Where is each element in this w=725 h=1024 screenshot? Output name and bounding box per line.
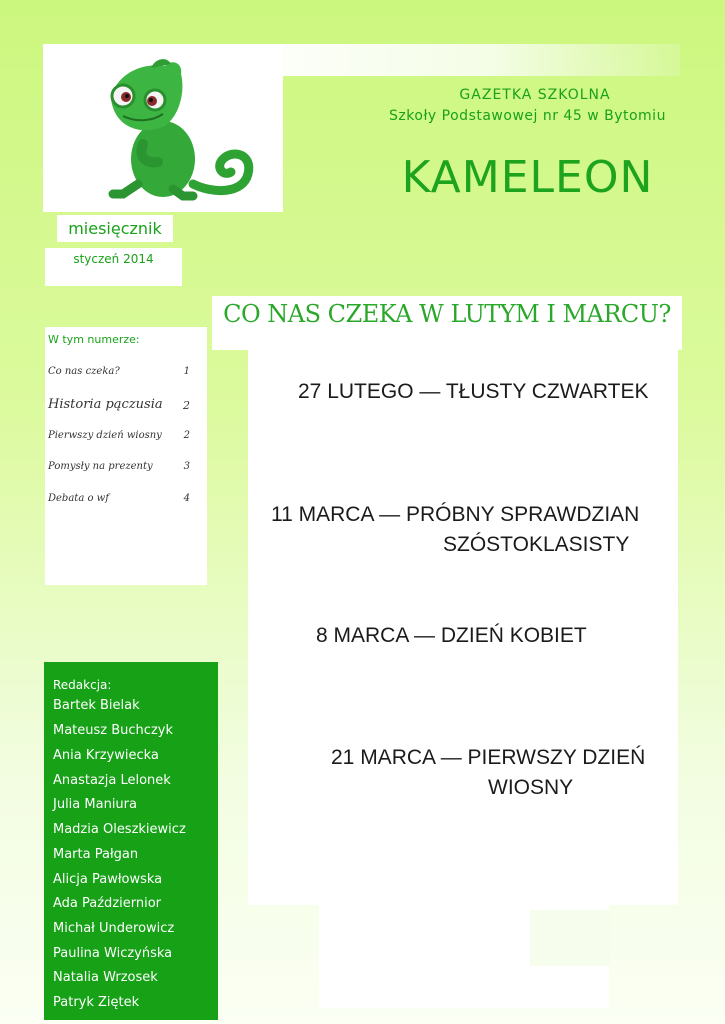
event-line: 21 MARCA — PIERWSZY DZIEŃ bbox=[331, 746, 646, 769]
toc-item-title: Debata o wf bbox=[48, 493, 109, 504]
event-line: SZÓSTOKLASISTY bbox=[443, 533, 630, 556]
header-subtitle: Szkoły Podstawowej nr 45 w Bytomiu bbox=[389, 108, 666, 124]
event-line: 8 MARCA — DZIEŃ KOBIET bbox=[316, 624, 587, 647]
masthead-title: KAMELEON bbox=[401, 152, 654, 203]
editor-name: Natalia Wrzosek bbox=[53, 970, 158, 985]
editor-name: Julia Maniura bbox=[53, 797, 137, 812]
toc-item-page: 4 bbox=[183, 493, 190, 504]
editor-name: Madzia Oleszkiewicz bbox=[53, 822, 186, 837]
editors-label: Redakcja: bbox=[53, 678, 112, 692]
toc-item-page: 1 bbox=[183, 366, 190, 377]
issue-date: styczeń 2014 bbox=[73, 252, 154, 266]
toc-item-page: 3 bbox=[183, 461, 190, 472]
event-line: 27 LUTEGO — TŁUSTY CZWARTEK bbox=[298, 380, 649, 403]
editors-panel bbox=[44, 662, 218, 1020]
toc-item-title: Pomysły na prezenty bbox=[48, 461, 153, 472]
toc-item-page: 2 bbox=[183, 399, 190, 412]
header-title: GAZETKA SZKOLNA bbox=[459, 87, 611, 103]
toc-item[interactable] bbox=[48, 397, 190, 412]
toc-item-page: 2 bbox=[183, 430, 190, 441]
chameleon-icon bbox=[43, 44, 283, 212]
editor-name: Anastazja Lelonek bbox=[53, 773, 171, 788]
frequency-label: miesięcznik bbox=[68, 219, 162, 238]
toc-item-title: Pierwszy dzień wiosny bbox=[48, 430, 162, 441]
toc-title: W tym numerze: bbox=[48, 333, 140, 346]
toc-item-title: Historia pączusia bbox=[48, 397, 163, 412]
headline: CO NAS CZEKA W LUTYM I MARCU? bbox=[223, 300, 671, 328]
mascot-panel bbox=[43, 44, 283, 212]
toc-item[interactable] bbox=[48, 430, 190, 441]
editor-name: Paulina Wiczyńska bbox=[53, 946, 173, 961]
event-line: WIOSNY bbox=[488, 776, 574, 799]
editor-name: Marta Pałgan bbox=[53, 847, 139, 862]
editor-name: Ania Krzywiecka bbox=[53, 748, 159, 763]
event-line: 11 MARCA — PRÓBNY SPRAWDZIAN bbox=[271, 503, 640, 526]
main-panel bbox=[248, 325, 678, 905]
toc-item[interactable] bbox=[48, 461, 190, 472]
editor-name: Patryk Ziętek bbox=[53, 995, 140, 1010]
editor-name: Mateusz Buchczyk bbox=[53, 723, 173, 738]
main-panel-notch bbox=[530, 910, 610, 966]
editor-name: Alicja Pawłowska bbox=[53, 872, 163, 887]
editor-name: Michał Underowicz bbox=[53, 921, 175, 936]
toc-item-title: Co nas czeka? bbox=[48, 366, 120, 377]
toc-item[interactable] bbox=[48, 493, 190, 504]
toc-item[interactable] bbox=[48, 366, 190, 377]
editor-name: Bartek Bielak bbox=[53, 698, 140, 713]
editor-name: Ada Październior bbox=[53, 896, 162, 911]
